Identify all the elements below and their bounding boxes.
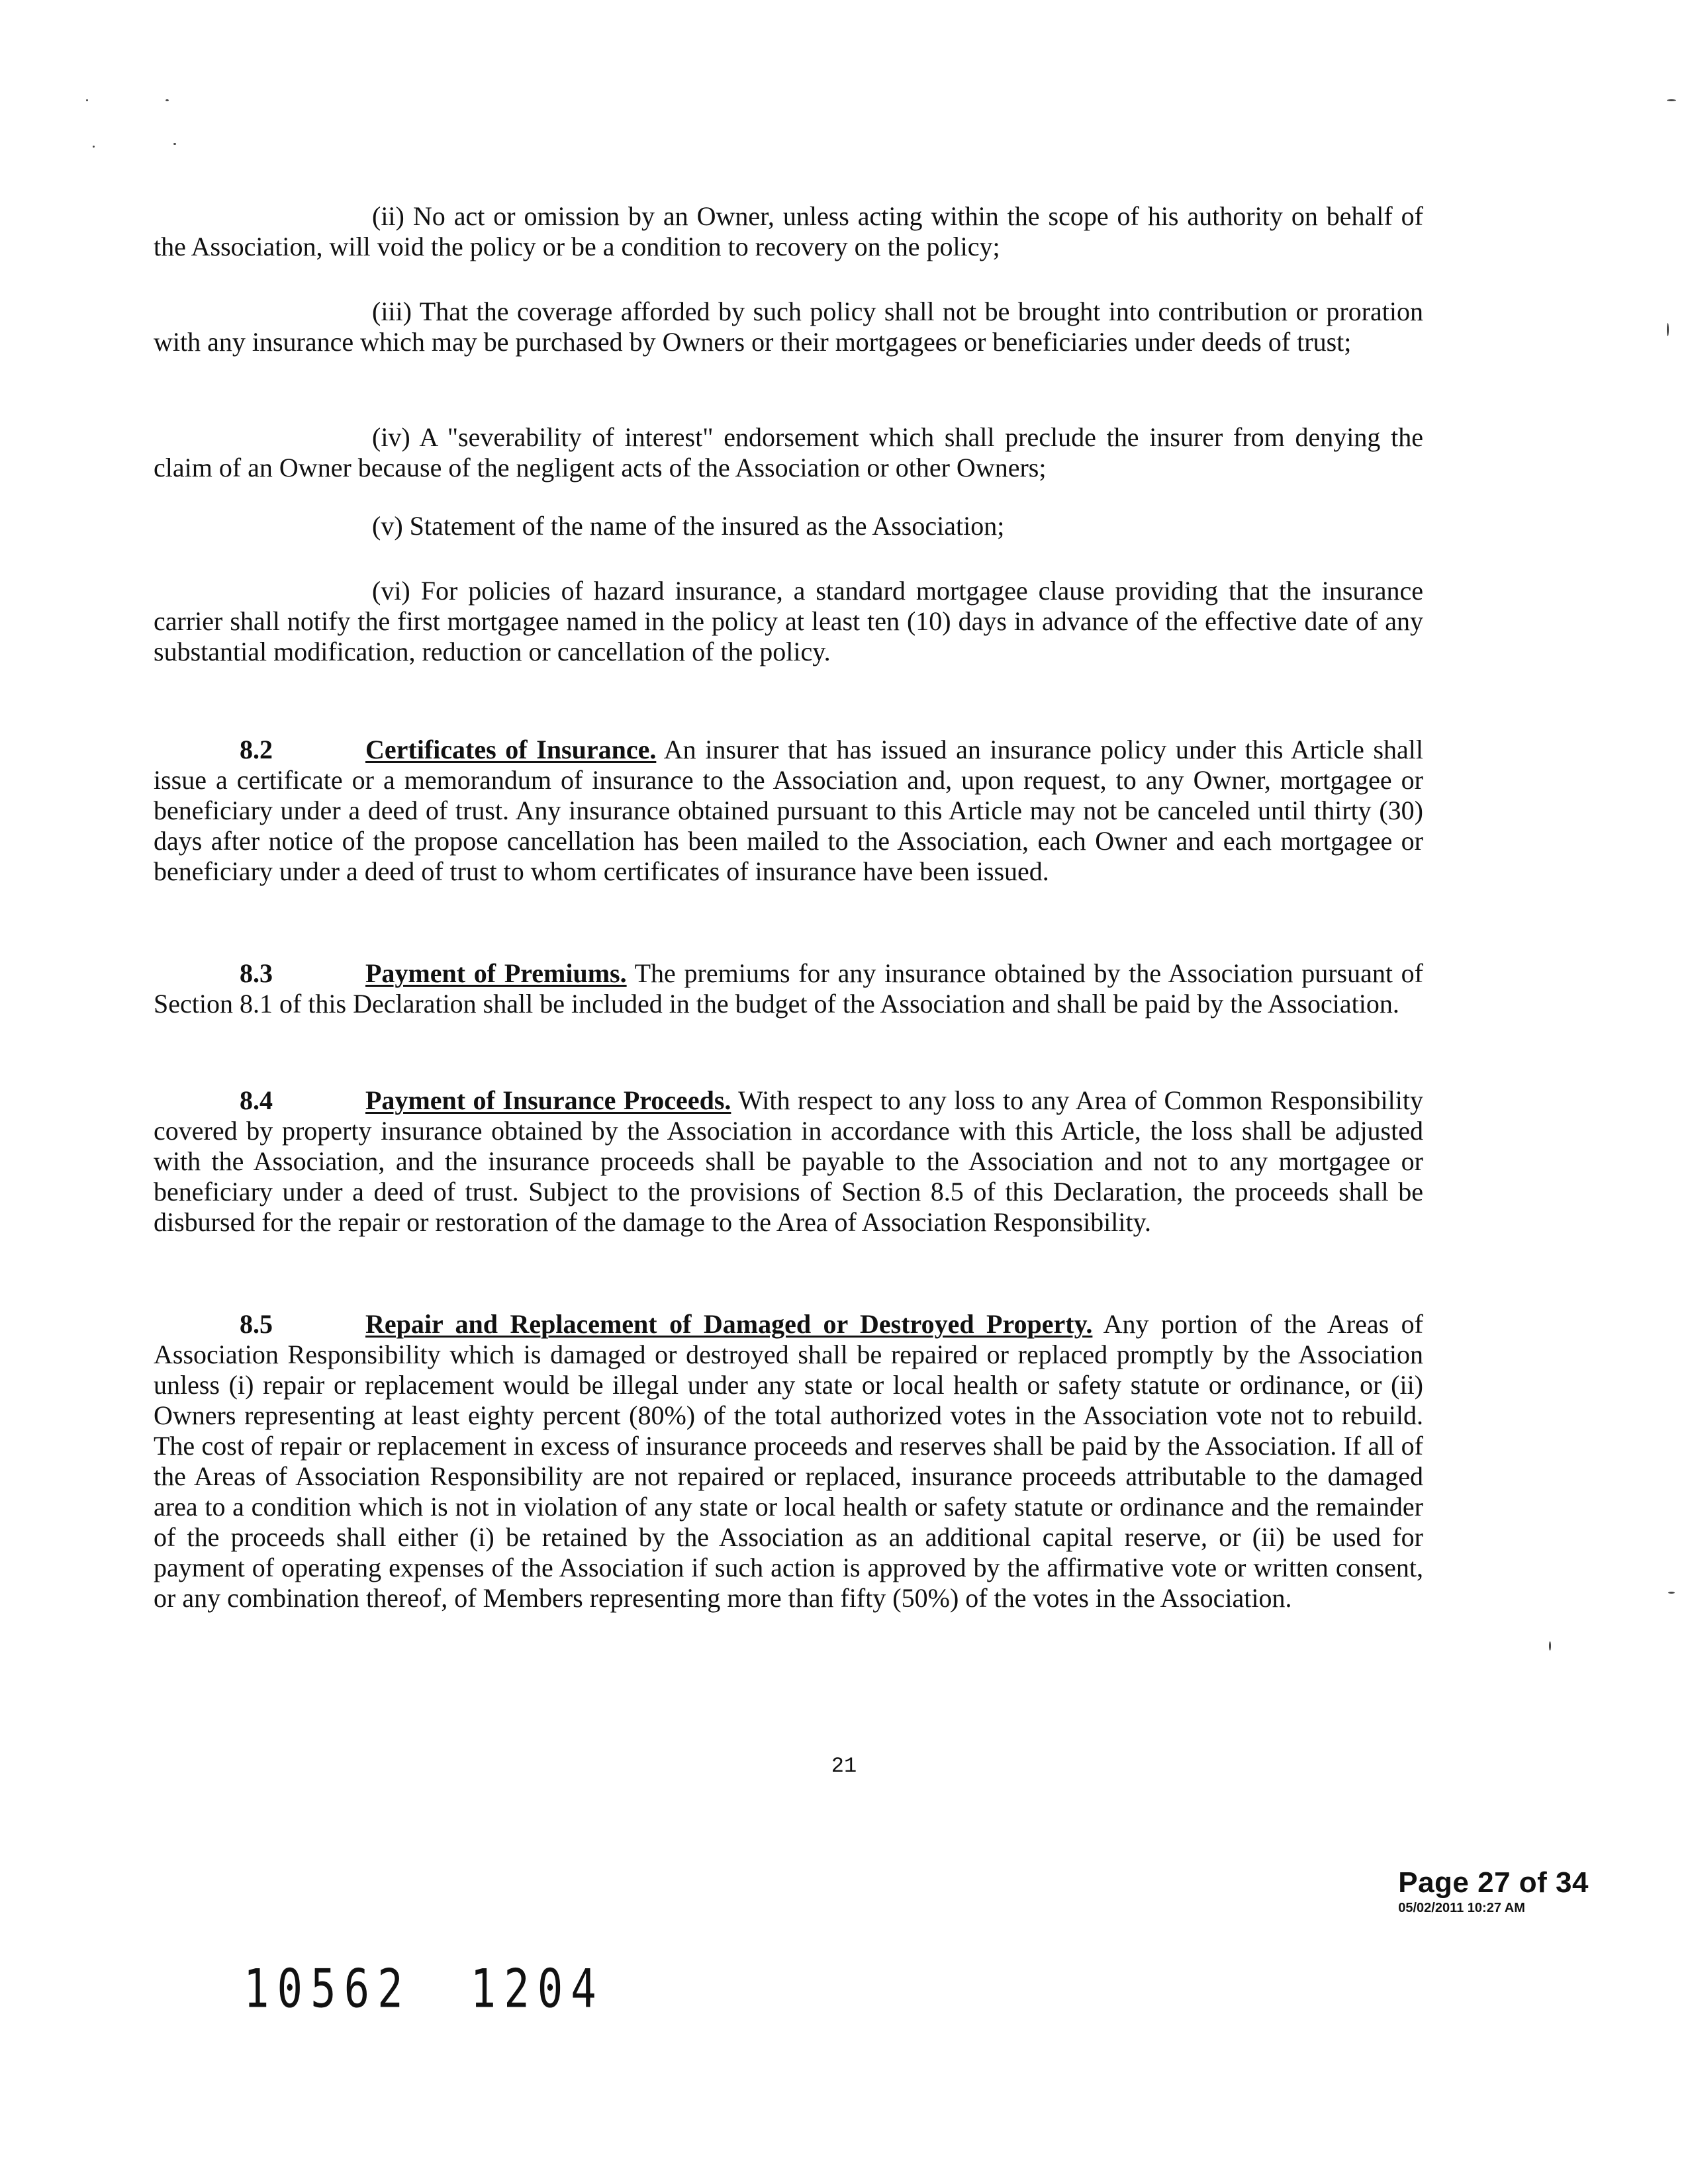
item-iv (154, 422, 1423, 483)
section-number: 8.2 (240, 735, 273, 764)
item-label: (ii) (372, 201, 404, 231)
item-text: That the coverage afforded by such policy shall not be brought into contribution or proration with any insurance which may be purchased by Owners or their mortgagees or beneficiaries under deeds of trust; (154, 296, 1424, 357)
section-heading: Payment of Insurance Proceeds. (365, 1085, 731, 1115)
section-text: Any portion of the Areas of Association Responsibility which is damaged or destroyed shall be repaired or replaced promptly by the Association unless (i) repair or replacement would be illegal under any state or local health or safety statute or ordinance, or (ii) Owners representing at least eighty percent (80%) of the total authorized votes in the Association vote not to rebuild. The cost of repair or replacement in excess of insurance proceeds and reserves shall be paid by the Association. If all of the Areas of Association Responsibility are not repaired or replaced, insurance proceeds attributable to the damaged area to a condition which is not in violation of any state or local health or safety statute or ordinance and the remainder of the proceeds shall either (i) be retained by the Association as an additional capital reserve, or (ii) be used for payment of operating expenses of the Association if such action is approved by the affirmative vote or written consent, or any combination thereof, of Members representing more than fifty (50%) of the votes in the Association. (154, 1309, 1424, 1613)
section-heading: Payment of Premiums. (365, 958, 627, 988)
item-vi (154, 576, 1423, 667)
item-text: For policies of hazard insurance, a standard mortgagee clause providing that the insurance carrier shall notify the first mortgagee named in the policy at least ten (10) days in advance of the effective date of any substantial modification, reduction or cancellation of the policy. (154, 576, 1424, 666)
item-label: (iii) (372, 296, 412, 326)
item-text: No act or omission by an Owner, unless acting within the scope of his authority on behalf of the Association, will void the policy or be a condition to recovery on the policy; (154, 201, 1423, 261)
scan-speck (1667, 99, 1676, 101)
item-label: (v) (372, 511, 403, 541)
scan-speck (1667, 323, 1669, 336)
stamp-datetime: 05/02/2011 10:27 AM (1398, 1901, 1525, 1915)
section-number: 8.3 (240, 958, 273, 988)
scan-speck (86, 99, 88, 101)
item-text: Statement of the name of the insured as the Association; (409, 511, 1005, 541)
section-text: With respect to any loss to any Area of Common Responsibility covered by property insurance obtained by the Association in accordance with this Article, the loss shall be adjusted with the Association, and the insurance proceeds shall be payable to the Association and not to any mortgagee or beneficiary under a deed of trust. Subject to the provisions of Section 8.5 of this Declaration, the proceeds shall be disbursed for the repair or restoration of the damage to the Area of Association Responsibility. (154, 1085, 1423, 1237)
scan-speck (1549, 1641, 1551, 1651)
book-number: 10562 (244, 1959, 411, 2021)
item-ii (154, 201, 1423, 262)
item-label: (vi) (372, 576, 410, 606)
section-number: 8.5 (240, 1309, 273, 1339)
scan-speck (93, 146, 95, 148)
item-label: (iv) (372, 422, 410, 452)
section-heading: Repair and Replacement of Damaged or Destroyed Property. (365, 1309, 1093, 1339)
recorder-stamp (1398, 1866, 1589, 1916)
scan-speck (173, 143, 176, 145)
section-text: An insurer that has issued an insurance policy under this Article shall issue a certificate or a memorandum of insurance to the Association and, upon request, to any Owner, mortgagee or beneficiary under a deed of trust. Any insurance obtained pursuant to this Article may not be canceled until thirty (30) days after notice of the propose cancellation has been mailed to the Association, each Owner and each mortgagee or beneficiary under a deed of trust to whom certificates of insurance have been issued. (154, 735, 1423, 886)
stamp-page-count: Page 27 of 34 (1398, 1866, 1589, 1899)
section-text: The premiums for any insurance obtained by the Association pursuant of Section 8.1 of this Declaration shall be included in the budget of the Association and shall be paid by the Association. (154, 958, 1423, 1019)
item-text: A "severability of interest" endorsement which shall preclude the insurer from denying the claim of an Owner because of the negligent acts of the Association or other Owners; (154, 422, 1424, 482)
section-8-4 (154, 1085, 1423, 1238)
item-iii (154, 296, 1423, 357)
scan-speck (1668, 1592, 1675, 1594)
item-v (154, 511, 1423, 541)
section-number: 8.4 (240, 1085, 273, 1115)
scan-speck (165, 99, 169, 101)
section-heading: Certificates of Insurance. (365, 735, 657, 764)
book-page-number (244, 1959, 604, 2021)
section-8-3 (154, 958, 1423, 1019)
section-8-2 (154, 735, 1423, 887)
book-page: 1204 (470, 1959, 604, 2021)
page-number: 21 (831, 1754, 857, 1778)
section-8-5 (154, 1309, 1423, 1614)
